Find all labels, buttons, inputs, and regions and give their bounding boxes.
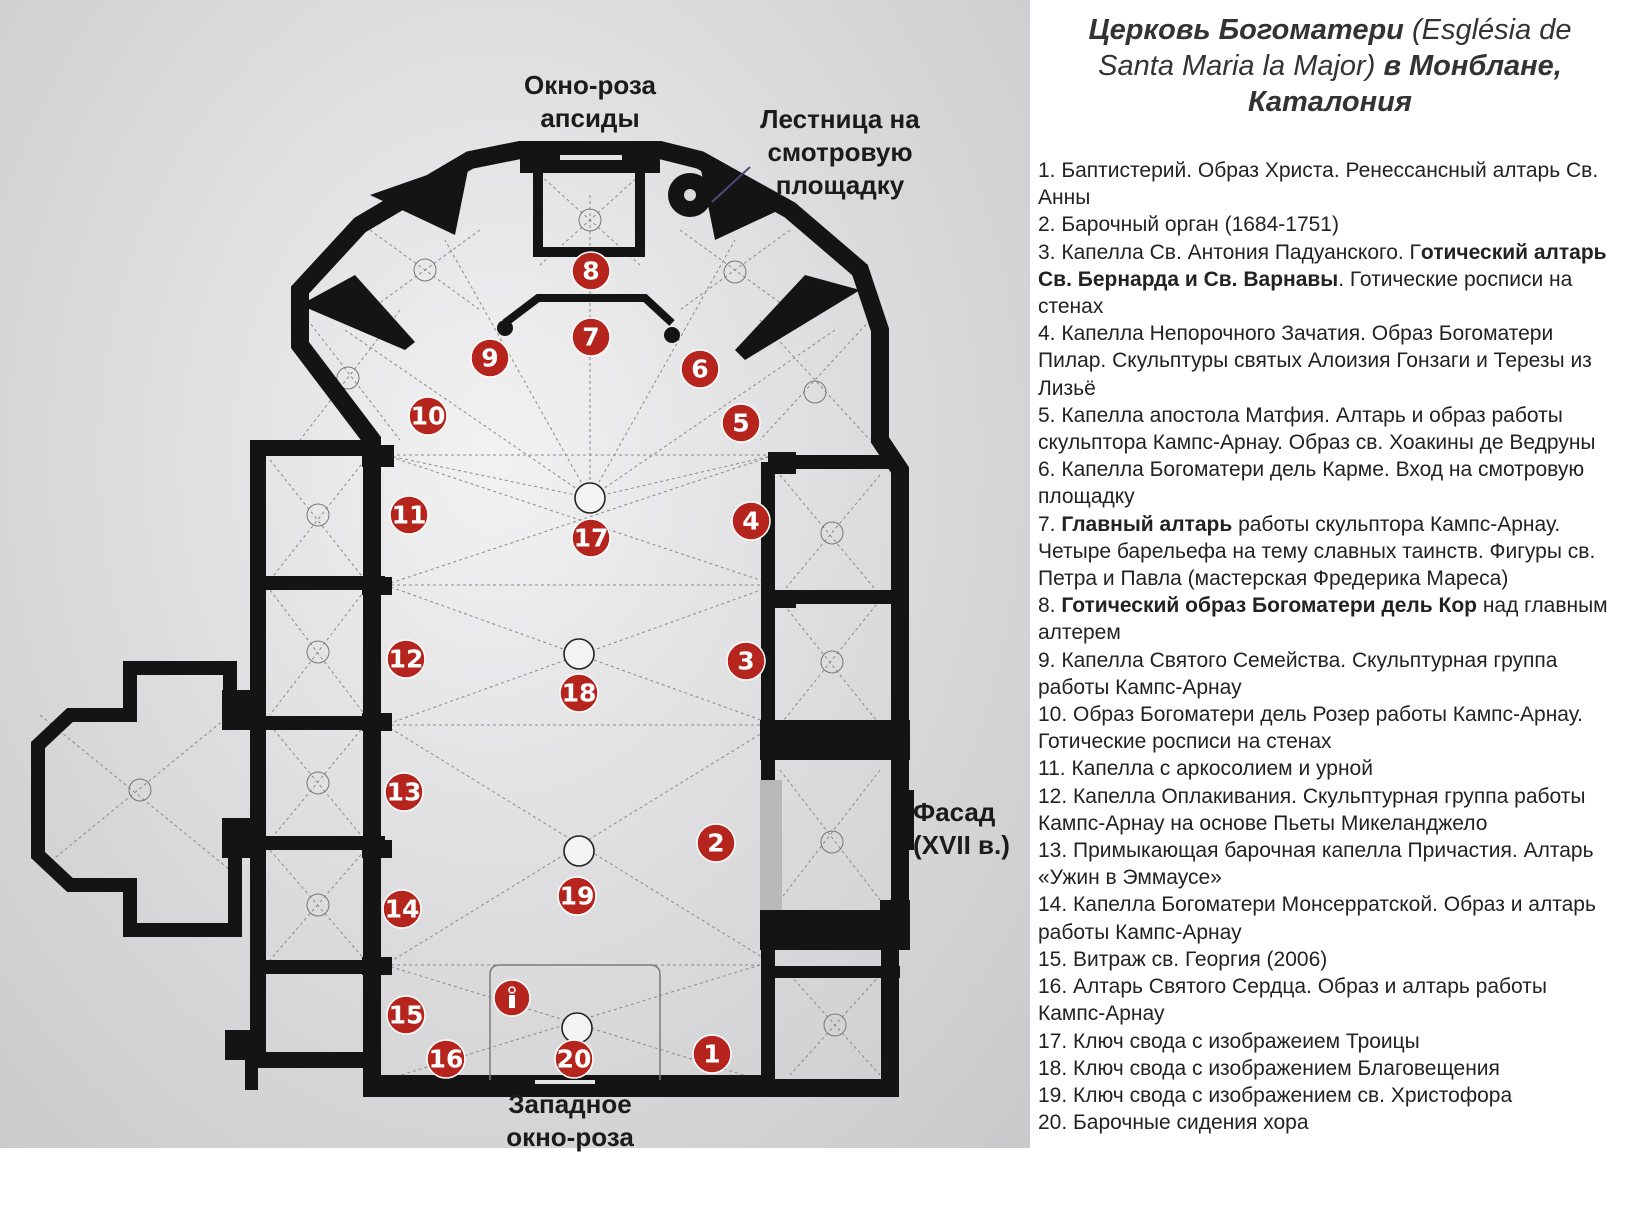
marker-18[interactable]: [560, 674, 598, 712]
legend-item: [1038, 891, 1618, 945]
marker-13[interactable]: [385, 773, 423, 811]
legend-item-text: 17. Ключ свода с изображеием Троицы: [1038, 1029, 1420, 1053]
stair-label: Лестница на смотровую площадку: [760, 104, 920, 200]
title-russian: Церковь Богоматери: [1088, 14, 1404, 46]
marker-19[interactable]: [558, 877, 596, 915]
marker-6[interactable]: [681, 350, 719, 388]
legend-item-bold: Готический образ Богоматери дель Кор: [1061, 594, 1477, 618]
marker-9[interactable]: [471, 339, 509, 377]
legend-item-text: 16. Алтарь Святого Сердца. Образ и алтарь работы Кампс-Арнау: [1038, 975, 1547, 1026]
legend-item-text: 6. Капелла Богоматери дель Карме. Вход на смотровую площадку: [1038, 458, 1585, 509]
legend-item: [1038, 837, 1618, 891]
marker-2-label: 2: [707, 828, 725, 858]
legend-item: [1038, 511, 1618, 593]
legend-item-post: работы скульптора Кампс-Арнау. Четыре барельефа на тему славных таинств. Фигуры св. Петра и Павла (мастерская Фредерика Мареса): [1038, 512, 1596, 591]
marker-1[interactable]: [693, 1035, 731, 1073]
vault-boss-19: [564, 836, 594, 866]
marker-16[interactable]: [427, 1040, 465, 1078]
legend-item-text: 12. Капелла Оплакивания. Скульптурная группа работы Кампс-Арнау на основе Пьеты Микеланджело: [1038, 784, 1586, 835]
marker-3-label: 3: [737, 646, 755, 676]
marker-9-label: 9: [481, 343, 499, 373]
marker-14-label: 14: [384, 894, 420, 924]
legend-item-text: 18. Ключ свода с изображением Благовещения: [1038, 1056, 1500, 1080]
legend-item: [1038, 1082, 1618, 1109]
marker-4-label: 4: [742, 506, 760, 536]
legend-item-bold: отический алтарь Св. Бернарда и Св. Варнавы: [1038, 240, 1607, 291]
legend-item-pre: 7.: [1038, 512, 1062, 536]
legend-item-post: над главным алтерем: [1038, 594, 1608, 645]
legend-item-text: 19. Ключ свода с изображением св. Христофора: [1038, 1083, 1513, 1107]
info-icon[interactable]: [494, 980, 530, 1016]
marker-4[interactable]: [732, 502, 770, 540]
marker-17[interactable]: [572, 519, 610, 557]
marker-5[interactable]: [722, 404, 760, 442]
legend-item: [1038, 946, 1618, 973]
legend-item: [1038, 755, 1618, 782]
marker-8-label: 8: [582, 256, 600, 286]
page-title: [1050, 12, 1610, 120]
legend-item: [1038, 320, 1618, 402]
marker-12[interactable]: [387, 640, 425, 678]
marker-20-label: 20: [556, 1044, 592, 1074]
legend-item: [1038, 592, 1618, 646]
legend-item: [1038, 1055, 1618, 1082]
vault-boss-20: [562, 1013, 592, 1043]
marker-3[interactable]: [727, 642, 765, 680]
legend-item-text: 9. Капелла Святого Семейства. Скульптурная группа работы Кампс-Арнау: [1038, 648, 1558, 699]
title-location: в Монблане, Каталония: [1248, 50, 1562, 118]
legend-item: [1038, 701, 1618, 755]
legend-item: [1038, 973, 1618, 1027]
marker-7[interactable]: [572, 318, 610, 356]
legend-item-post: . Готические росписи на стенах: [1038, 267, 1573, 319]
vault-boss-17: [575, 483, 605, 513]
legend-item: [1038, 1028, 1618, 1055]
marker-10-label: 10: [410, 401, 446, 431]
facade-label: Фасад (XVII в.): [913, 797, 1010, 860]
legend-item: [1038, 647, 1618, 701]
legend-item: [1038, 239, 1618, 321]
marker-13-label: 13: [386, 777, 422, 807]
legend-item-bold: Главный алтарь: [1061, 512, 1233, 536]
marker-15[interactable]: [387, 996, 425, 1034]
legend-item-pre: 8.: [1038, 594, 1062, 618]
legend-item: [1038, 1109, 1618, 1136]
marker-12-label: 12: [388, 644, 424, 674]
title-catalan: (Església de Santa Maria la Major): [1098, 14, 1572, 82]
legend-item: [1038, 211, 1618, 238]
legend-item-text: 14. Капелла Богоматери Монсерратской. Образ и алтарь работы Кампс-Арнау: [1038, 893, 1596, 944]
marker-5-label: 5: [732, 408, 750, 438]
vault-boss-18: [564, 639, 594, 669]
legend-item: [1038, 783, 1618, 837]
marker-11-label: 11: [391, 500, 427, 530]
legend-item-pre: 3. Капелла Св. Антония Падуанского. Г: [1038, 240, 1421, 264]
marker-14[interactable]: [383, 890, 421, 928]
legend-item: [1038, 456, 1618, 510]
legend-item-text: 10. Образ Богоматери дель Розер работы Кампс-Арнау. Готические росписи на стенах: [1038, 703, 1583, 754]
marker-11[interactable]: [390, 496, 428, 534]
legend-item: [1038, 402, 1618, 456]
legend-item-text: 13. Примыкающая барочная капелла Причастия. Алтарь «Ужин в Эммаусе»: [1038, 839, 1594, 890]
marker-17-label: 17: [573, 523, 609, 553]
legend-item-text: 15. Витраж св. Георгия (2006): [1038, 947, 1328, 971]
legend-item-text: 1. Баптистерий. Образ Христа. Ренессансный алтарь Св. Анны: [1038, 159, 1599, 210]
west-rose-window-label: Западное окно-роза: [506, 1089, 634, 1152]
legend-item-text: 5. Капелла апостола Матфия. Алтарь и образ работы скульптора Кампс-Арнау. Образ св. Хоакины де Ведруны: [1038, 403, 1596, 455]
vault-ribs: [40, 175, 880, 1080]
marker-10[interactable]: [409, 397, 447, 435]
legend-item-text: 2. Барочный орган (1684-1751): [1038, 213, 1339, 237]
marker-2[interactable]: [697, 824, 735, 862]
apse-rose-window-label: Окно-роза апсиды: [524, 70, 656, 133]
legend-item-text: 4. Капелла Непорочного Зачатия. Образ Богоматери Пилар. Скульптуры святых Алоизия Гонзаги и Терезы из Лизьё: [1038, 322, 1592, 400]
legend-list: [1038, 157, 1618, 1136]
legend-item: [1038, 157, 1618, 211]
legend-item-text: 11. Капелла с аркосолием и урной: [1038, 757, 1373, 781]
marker-6-label: 6: [691, 354, 709, 384]
marker-8[interactable]: [572, 252, 610, 290]
marker-20[interactable]: [555, 1040, 593, 1078]
marker-7-label: 7: [582, 322, 600, 352]
marker-1-label: 1: [703, 1039, 721, 1069]
marker-18-label: 18: [561, 678, 597, 708]
legend-item-text: 20. Барочные сидения хора: [1038, 1111, 1309, 1135]
marker-19-label: 19: [559, 881, 595, 911]
marker-15-label: 15: [388, 1000, 424, 1030]
marker-16-label: 16: [428, 1044, 464, 1074]
